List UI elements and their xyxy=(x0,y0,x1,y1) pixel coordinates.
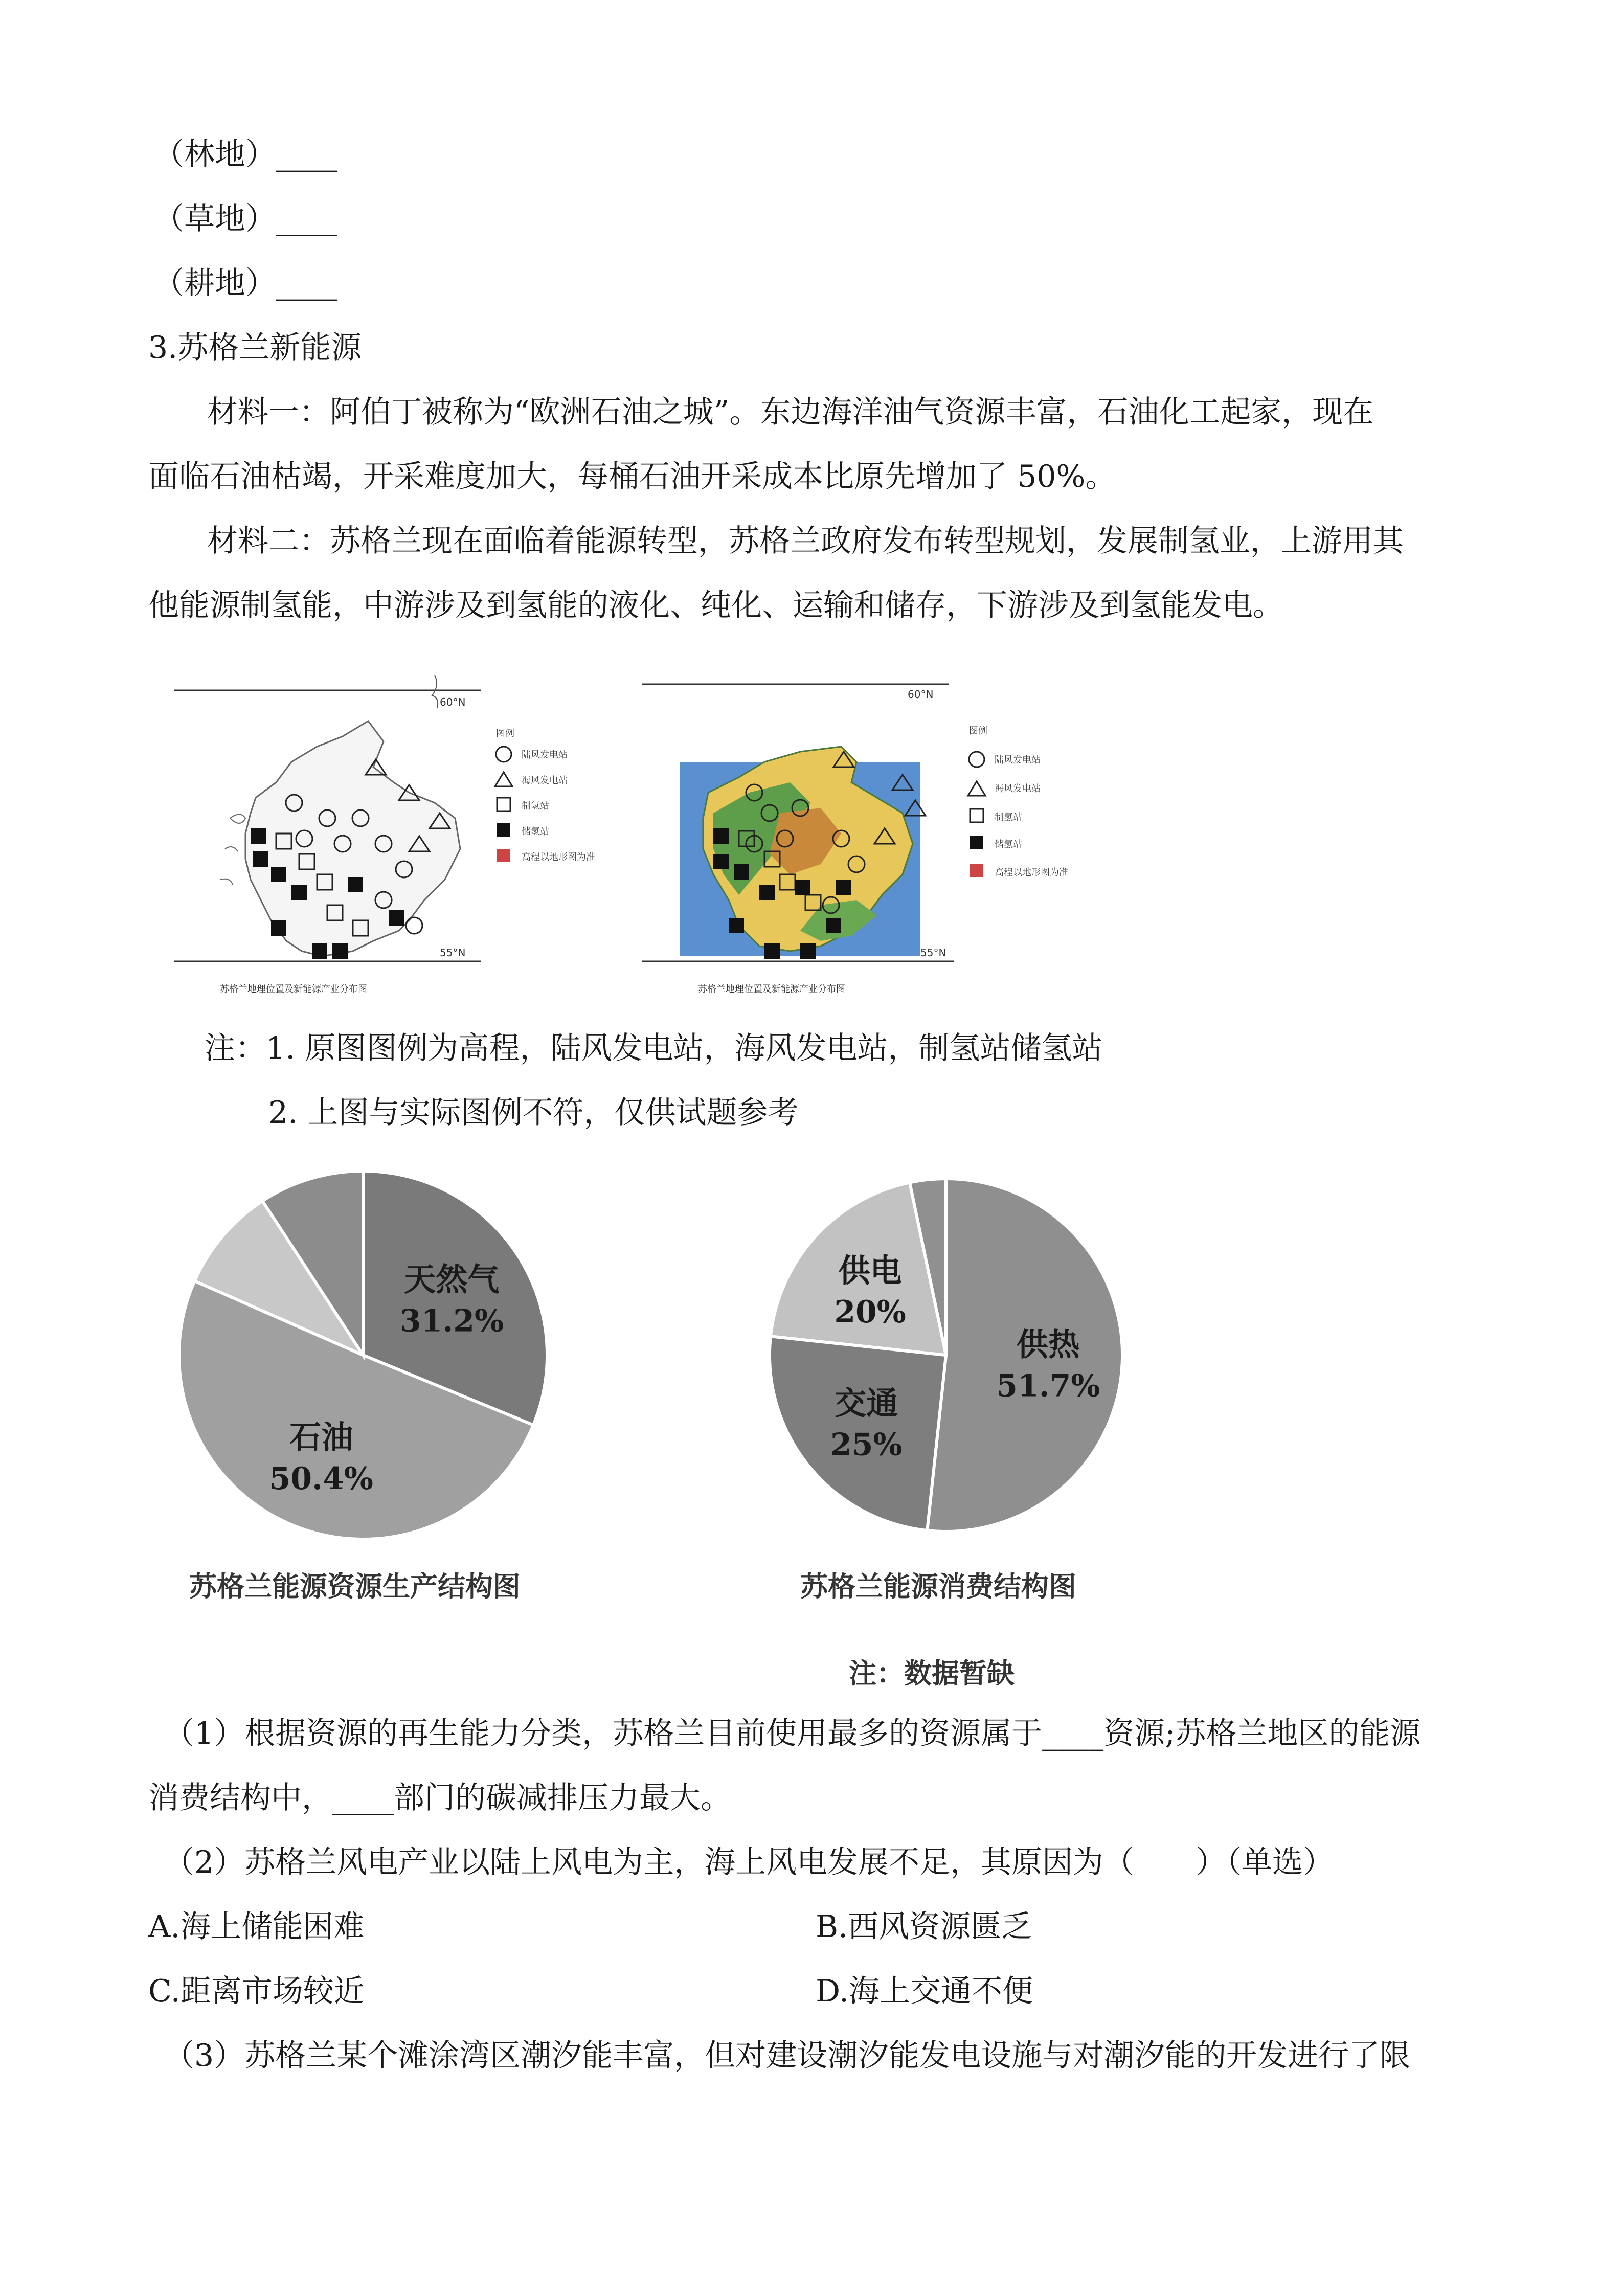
pie-value-label: 25% xyxy=(830,1427,903,1463)
map-caption-left: 苏格兰地理位置及新能源产业分布图 xyxy=(220,984,367,995)
option-d[interactable]: D.海上交通不便 xyxy=(816,1973,1033,2009)
material2-line2: 他能源制氢能，中游涉及到氢能的液化、纯化、运输和储存，下游涉及到氢能发电。 xyxy=(148,588,1283,623)
material1-line1: 材料一：阿伯丁被称为“欧洲石油之城”。东边海洋油气资源丰富，石油化工起家，现在 xyxy=(207,394,1374,430)
pie-value-label: 50.4% xyxy=(269,1461,373,1497)
pie-label: 供电 xyxy=(838,1251,902,1289)
map-legend-right xyxy=(968,726,1068,878)
map-caption-right: 苏格兰地理位置及新能源产业分布图 xyxy=(698,984,845,995)
option-c[interactable]: C.距离市场较近 xyxy=(148,1973,365,2009)
lat-label-55: 55°N xyxy=(440,947,466,959)
blank-farmland: （耕地）____ xyxy=(153,265,337,301)
question-3: （3）苏格兰某个滩涂湾区潮汐能丰富，但对建设潮汐能发电设施与对潮汐能的开发进行了限 xyxy=(164,2038,1411,2074)
pie-chart-consumption xyxy=(752,1161,1140,1549)
svg-text:储氢站: 储氢站 xyxy=(995,839,1022,850)
svg-text:陆风发电站: 陆风发电站 xyxy=(995,755,1041,766)
western-isles-outline xyxy=(220,815,245,885)
blank-grassland: （草地）____ xyxy=(153,201,337,237)
pie-label: 石油 xyxy=(289,1419,353,1456)
pie-title-production: 苏格兰能源资源生产结构图 xyxy=(189,1570,521,1603)
svg-text:陆风发电站: 陆风发电站 xyxy=(522,750,568,760)
pie-title-consumption: 苏格兰能源消费结构图 xyxy=(800,1570,1076,1603)
question-1-line2: 消费结构中，____部门的碳减排压力最大。 xyxy=(148,1780,731,1816)
pie-label: 交通 xyxy=(835,1384,898,1422)
map-topographic xyxy=(637,660,1122,1002)
map-outline xyxy=(169,665,629,1002)
svg-text:制氢站: 制氢站 xyxy=(995,812,1022,823)
pie-chart-production xyxy=(169,1161,557,1549)
lat-label-60: 60°N xyxy=(908,688,934,701)
svg-text:制氢站: 制氢站 xyxy=(522,801,549,812)
lat-label-60: 60°N xyxy=(440,696,466,708)
blank-forest: （林地）____ xyxy=(153,137,337,172)
option-a[interactable]: A.海上储能困难 xyxy=(148,1909,365,1945)
material2-line1: 材料二：苏格兰现在面临着能源转型，苏格兰政府发布转型规划，发展制氢业，上游用其 xyxy=(207,523,1404,559)
option-b[interactable]: B.西风资源匮乏 xyxy=(816,1909,1032,1945)
pie-note-consumption: 注：数据暂缺 xyxy=(849,1657,1015,1690)
svg-text:海风发电站: 海风发电站 xyxy=(522,775,568,786)
svg-text:海风发电站: 海风发电站 xyxy=(995,783,1041,794)
svg-text:高程以地形图为准: 高程以地形图为准 xyxy=(995,867,1068,878)
map-legend-left xyxy=(495,728,595,863)
lat-label-55: 55°N xyxy=(920,947,946,959)
svg-text:高程以地形图为准: 高程以地形图为准 xyxy=(522,852,595,863)
svg-text:图例: 图例 xyxy=(496,728,514,739)
svg-text:图例: 图例 xyxy=(969,726,987,736)
svg-text:储氢站: 储氢站 xyxy=(522,826,549,837)
shetland-outline xyxy=(432,675,438,708)
pie-value-label: 20% xyxy=(834,1294,906,1330)
pie-label: 天然气 xyxy=(404,1260,500,1298)
note-2: 2. 上图与实际图例不符，仅供试题参考 xyxy=(268,1095,799,1131)
pie-value-label: 51.7% xyxy=(996,1368,1100,1404)
question-1-line1: （1）根据资源的再生能力分类，苏格兰目前使用最多的资源属于____资源;苏格兰地区的能源 xyxy=(164,1716,1421,1751)
pie-value-label: 31.2% xyxy=(399,1303,504,1339)
section-title: 3.苏格兰新能源 xyxy=(148,330,362,366)
question-2: （2）苏格兰风电产业以陆上风电为主，海上风电发展不足，其原因为（ ）（单选） xyxy=(164,1844,1334,1880)
note-1: 注：1. 原图图例为高程，陆风发电站，海风发电站，制氢站储氢站 xyxy=(205,1030,1103,1066)
material1-line2: 面临石油枯竭，开采难度加大，每桶石油开采成本比原先增加了 50%。 xyxy=(148,459,1116,494)
pie-label: 供热 xyxy=(1016,1325,1080,1363)
